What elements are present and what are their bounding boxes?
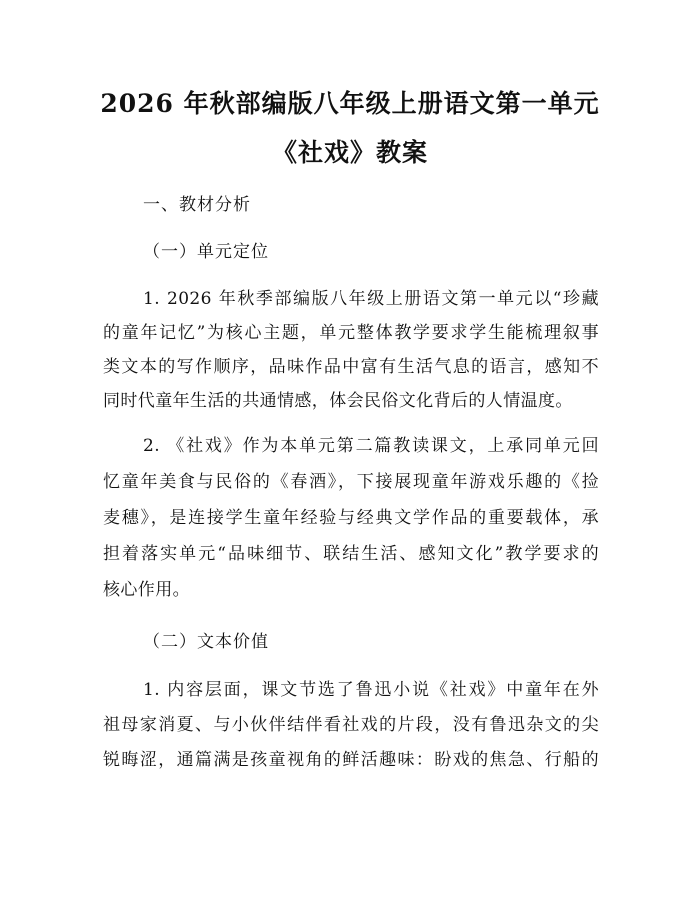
paragraph-1-line: 同时代童年生活的共通情感，体会民俗文化背后的人情温度。	[103, 391, 573, 411]
section-heading-textbook-analysis: 一、教材分析	[143, 195, 251, 215]
paragraph-3-line: 锐晦涩，通篇满是孩童视角的鲜活趣味：盼戏的焦急、行船的	[103, 750, 599, 770]
paragraph-2-line: 担着落实单元“品味细节、联结生活、感知文化”教学要求的	[103, 544, 599, 564]
paragraph-3-line: 1. 内容层面，课文节选了鲁迅小说《社戏》中童年在外	[143, 680, 599, 700]
document-title-line-1: 2026 年秋部编版八年级上册语文第一单元	[100, 89, 600, 118]
subsection-heading-text-value: （二）文本价值	[143, 632, 269, 652]
paragraph-1-line: 的童年记忆”为核心主题，单元整体教学要求学生能梳理叙事	[103, 323, 599, 343]
paragraph-2-line: 麦穗》，是连接学生童年经验与经典文学作品的重要载体，承	[103, 508, 599, 528]
subsection-heading-unit-positioning: （一）单元定位	[143, 242, 269, 262]
paragraph-1-line: 1. 2026 年秋季部编版八年级上册语文第一单元以“珍藏	[143, 289, 599, 309]
document-title-line-2: 《社戏》教案	[271, 138, 428, 167]
paragraph-2-line: 核心作用。	[103, 580, 190, 600]
paragraph-3-line: 祖母家消夏、与小伙伴结伴看社戏的片段，没有鲁迅杂文的尖	[103, 715, 599, 735]
paragraph-1-line: 类文本的写作顺序，品味作品中富有生活气息的语言，感知不	[103, 357, 599, 377]
paragraph-2-line: 2. 《社戏》作为本单元第二篇教读课文，上承同单元回	[143, 436, 599, 456]
paragraph-2-line: 忆童年美食与民俗的《春酒》，下接展现童年游戏乐趣的《捡	[103, 472, 599, 492]
